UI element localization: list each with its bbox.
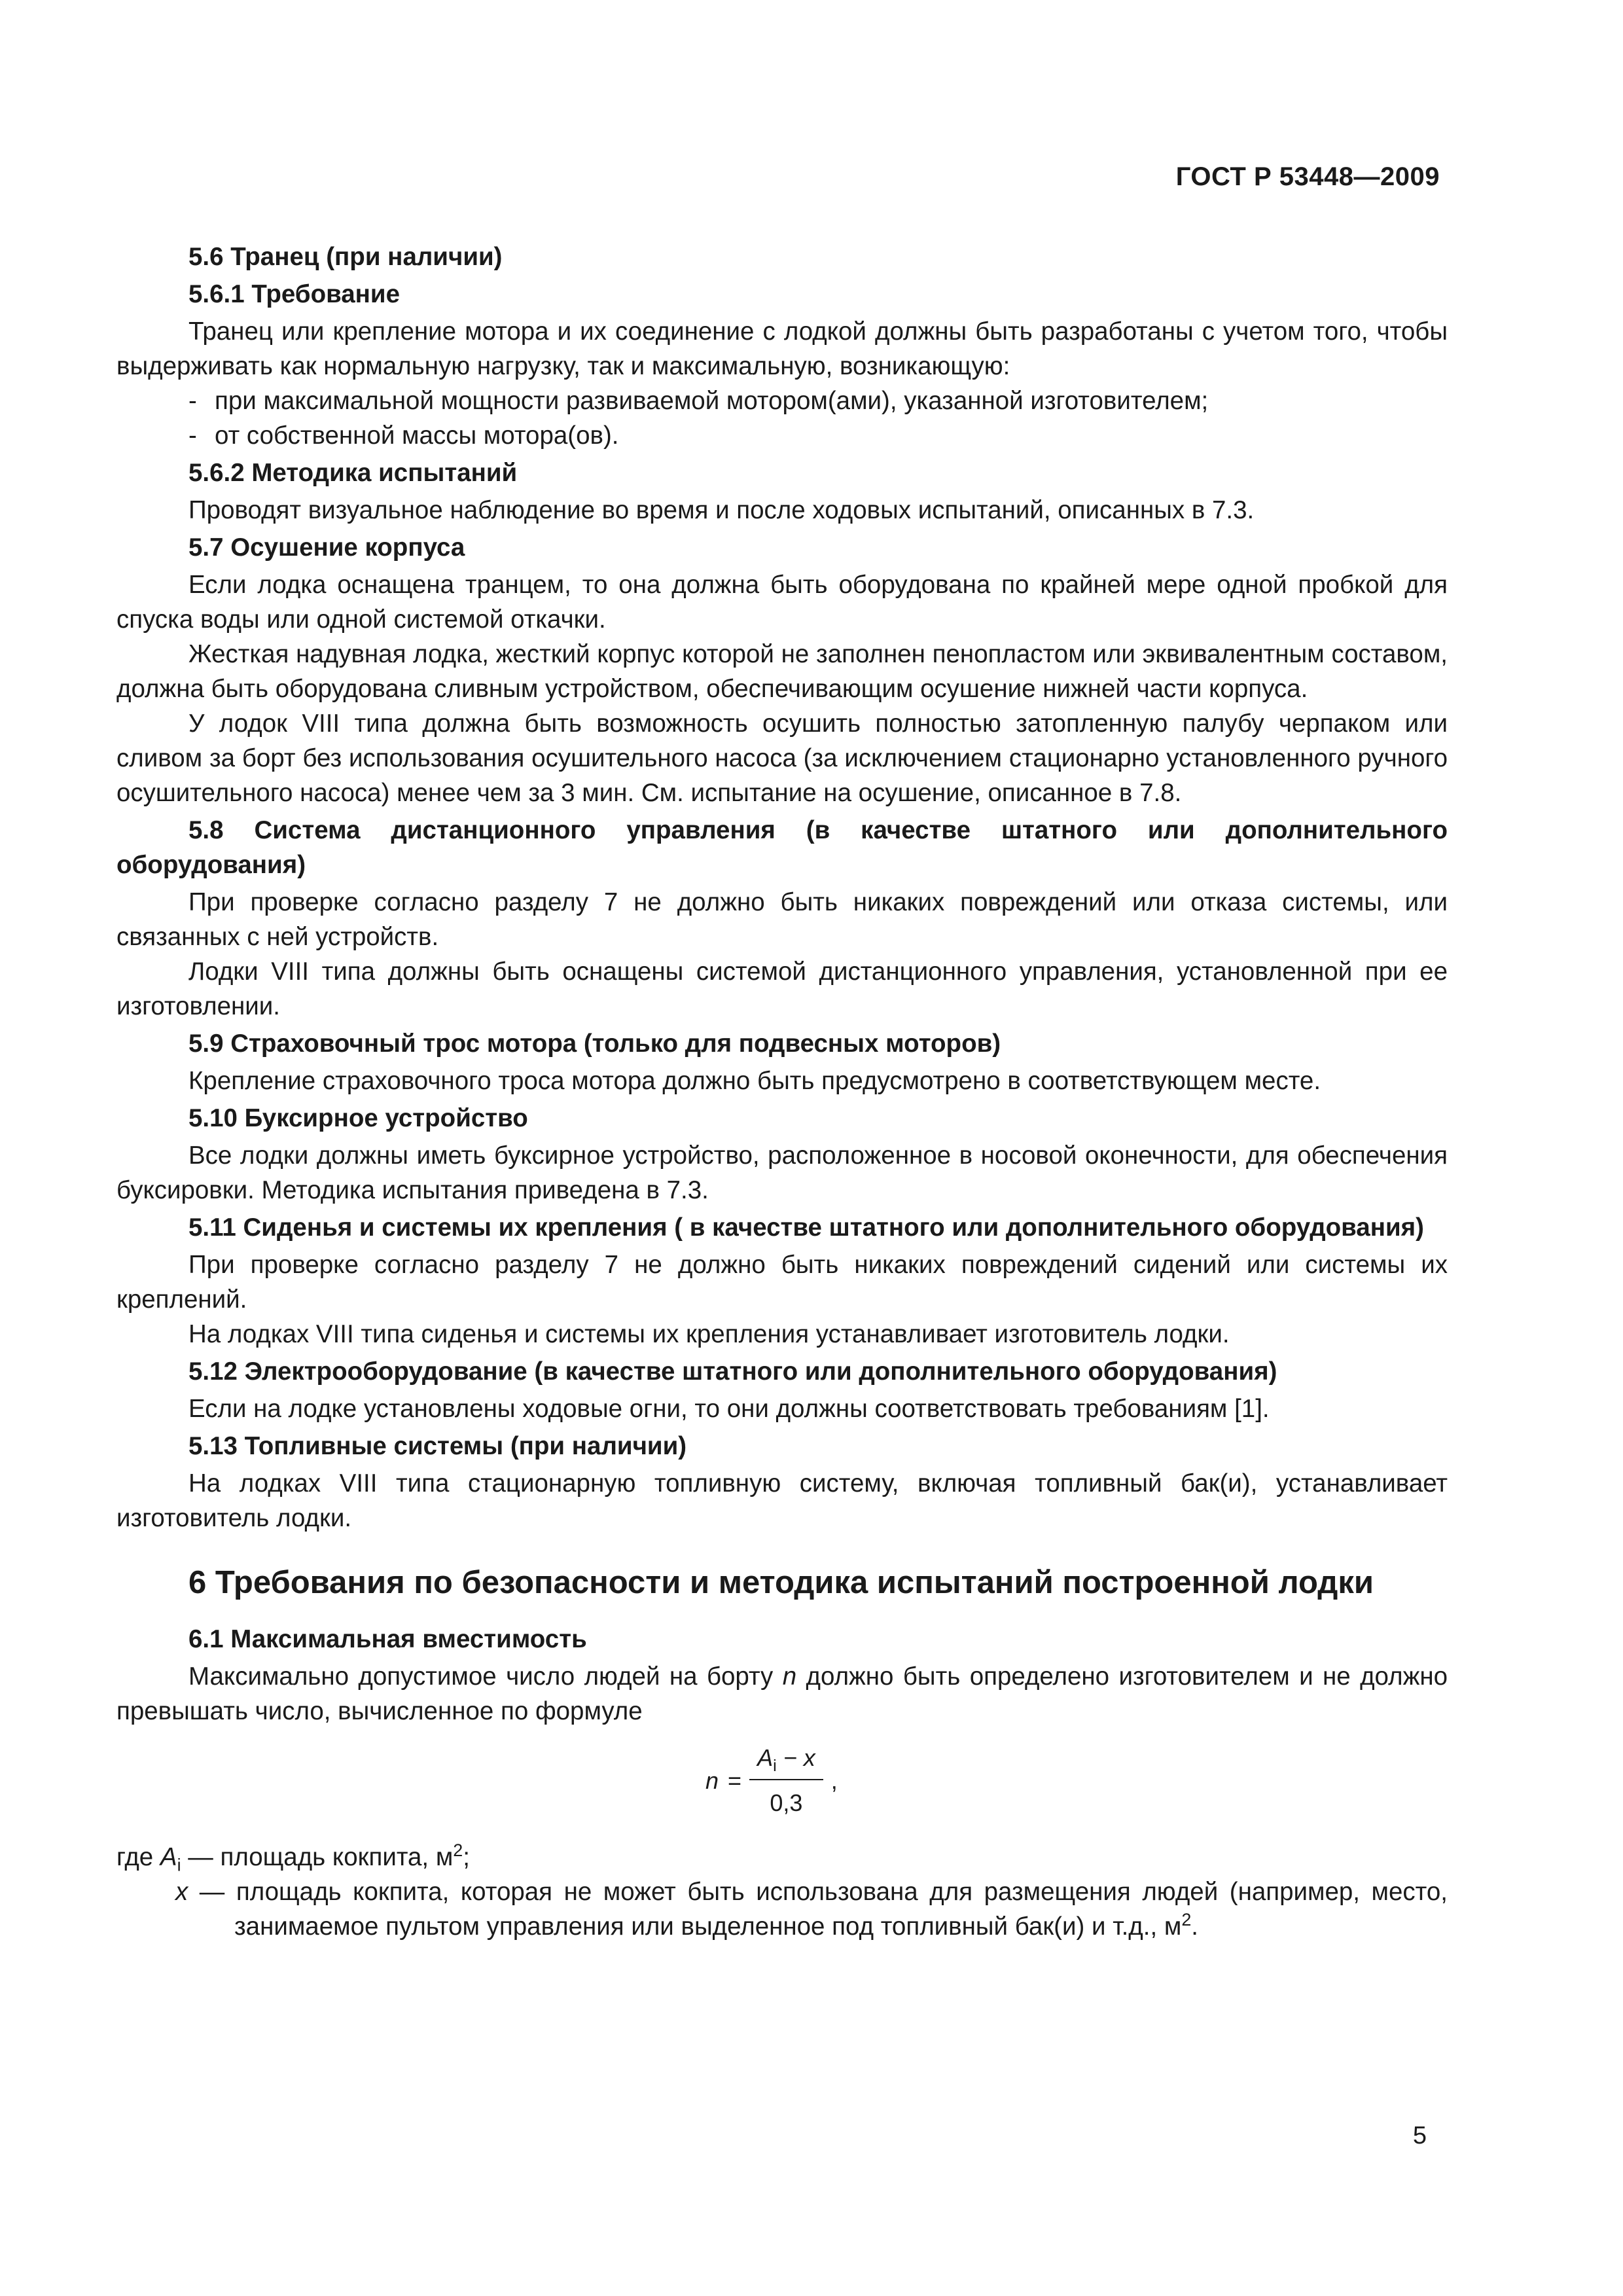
formula-block xyxy=(116,1734,1448,1832)
section-5-13-title: 5.13 Топливные системы (при наличии) xyxy=(188,1432,687,1460)
section-5-7-title: 5.7 Осушение корпуса xyxy=(188,533,465,562)
variable-a: A xyxy=(160,1843,177,1871)
list-dash: - xyxy=(188,387,197,415)
formula-numerator-rest: − x xyxy=(776,1744,815,1771)
chapter-6-title: 6 Требования по безопасности и методика испытаний построенной лодки xyxy=(188,1565,1374,1600)
formula-numerator xyxy=(749,1740,823,1780)
list-item-text: от собственной массы мотора(ов). xyxy=(215,422,619,450)
where-clause-ai xyxy=(116,1840,1448,1874)
list-item xyxy=(116,418,1448,453)
formula xyxy=(705,1740,838,1820)
text-run: . xyxy=(1191,1912,1198,1941)
formula-denominator: 0,3 xyxy=(770,1789,803,1816)
superscript: 2 xyxy=(453,1840,463,1861)
list-item xyxy=(116,384,1448,418)
variable-a: A xyxy=(757,1744,774,1771)
text-run: — площадь кокпита, которая не может быть использована для размещения людей (например, место, занимаемое пультом управления или выделенное под топливный бак(и) и т.д., м xyxy=(188,1878,1448,1941)
paragraph: При проверке согласно разделу 7 не должно быть никаких повреждений или отказа системы, или связанных с ней устройств. xyxy=(116,888,1448,951)
paragraph: Крепление страховочного троса мотора должно быть предусмотрено в соответствующем месте. xyxy=(188,1067,1321,1095)
list-dash: - xyxy=(188,422,197,450)
subscript: i xyxy=(773,1757,777,1776)
text-run: — площадь кокпита, м xyxy=(181,1843,454,1871)
paragraph: Жесткая надувная лодка, жесткий корпус которой не заполнен пенопластом или эквивалентным составом, должна быть оборудована сливным устройством, обеспечивающим осушение нижней части корпуса. xyxy=(116,640,1448,703)
document-id-header: ГОСТ Р 53448—2009 xyxy=(1175,162,1440,191)
paragraph: При проверке согласно разделу 7 не должно быть никаких повреждений сидений или системы их креплений. xyxy=(116,1251,1448,1314)
variable-x: x xyxy=(175,1878,188,1906)
paragraph: На лодках VIII типа сиденья и системы их крепления устанавливает изготовитель лодки. xyxy=(188,1320,1230,1348)
paragraph: Если на лодке установлены ходовые огни, то они должны соответствовать требованиям [1]. xyxy=(188,1395,1270,1423)
paragraph: Транец или крепление мотора и их соединение с лодкой должны быть разработаны с учетом того, чтобы выдерживать как нормальную нагрузку, так и максимальную, возникающую: xyxy=(116,317,1448,380)
paragraph: Проводят визуальное наблюдение во время и после ходовых испытаний, описанных в 7.3. xyxy=(188,496,1255,524)
paragraph xyxy=(116,1659,1448,1729)
formula-lhs: n xyxy=(705,1767,719,1794)
text-run: где xyxy=(116,1843,160,1871)
text-run: ; xyxy=(463,1843,470,1871)
paragraph: Если лодка оснащена транцем, то она должна быть оборудована по крайней мере одной пробкой для спуска воды или одной системой откачки. xyxy=(116,571,1448,634)
section-5-11-title: 5.11 Сиденья и системы их крепления ( в качестве штатного или дополнительного оборудования) xyxy=(188,1213,1424,1242)
section-5-9-title: 5.9 Страховочный трос мотора (только для подвесных моторов) xyxy=(188,1030,1001,1058)
formula-equals: = xyxy=(728,1767,742,1794)
paragraph: У лодок VIII типа должна быть возможность осушить полностью затопленную палубу черпаком или сливом за борт без использования осушительного насоса (за исключением стационарно установленного ручного осушительного насоса) менее чем за 3 мин. См. испытание на осушение, описанное в 7.8. xyxy=(116,709,1448,807)
formula-trailing-comma: , xyxy=(830,1767,838,1794)
section-5-12-title: 5.12 Электрооборудование (в качестве штатного или дополнительного оборудования) xyxy=(188,1357,1277,1386)
where-clause-x xyxy=(116,1874,1448,1944)
text-run: должно быть определено изготовителем и не должно превышать число, вычисленное по формуле xyxy=(116,1662,1448,1725)
superscript: 2 xyxy=(1181,1910,1192,1930)
subscript: i xyxy=(177,1855,181,1875)
section-5-6-title: 5.6 Транец (при наличии) xyxy=(188,243,503,271)
section-5-10-title: 5.10 Буксирное устройство xyxy=(188,1104,528,1132)
document-body xyxy=(116,237,1448,1944)
section-5-6-1-title: 5.6.1 Требование xyxy=(188,280,401,308)
paragraph: Все лодки должны иметь буксирное устройство, расположенное в носовой оконечности, для обеспечения буксировки. Методика испытания приведена в 7.3. xyxy=(116,1141,1448,1204)
paragraph: Лодки VIII типа должны быть оснащены системой дистанционного управления, установленной при ее изготовлении. xyxy=(116,958,1448,1020)
section-5-6-2-title: 5.6.2 Методика испытаний xyxy=(188,459,518,487)
page-number: 5 xyxy=(1412,2122,1427,2149)
section-6-1-title: 6.1 Максимальная вместимость xyxy=(188,1625,587,1653)
paragraph: На лодках VIII типа стационарную топливную систему, включая топливный бак(и), устанавливает изготовитель лодки. xyxy=(116,1469,1448,1532)
variable-n: n xyxy=(782,1662,797,1691)
list-item-text: при максимальной мощности развиваемой мотором(ами), указанной изготовителем; xyxy=(215,387,1209,415)
text-run: Максимально допустимое число людей на борту xyxy=(188,1662,783,1691)
formula-fraction xyxy=(749,1740,823,1820)
section-5-8-title: 5.8 Система дистанционного управления (в качестве штатного или дополнительного оборудования) xyxy=(116,816,1448,879)
